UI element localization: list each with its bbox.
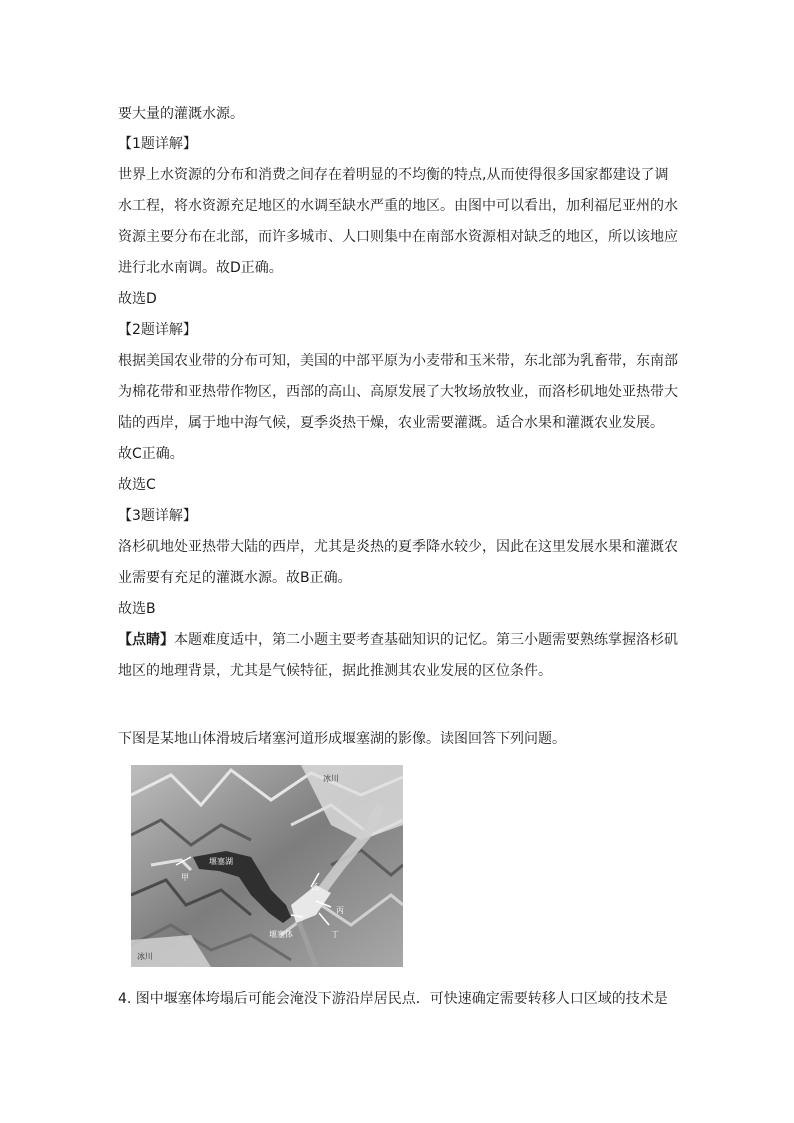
label-bing: 丙 (336, 906, 344, 915)
text-line-16: 业需要有充足的灌溉水源。故B正确。 (118, 570, 352, 586)
section-heading-q2: 【2题详解】 (118, 322, 197, 338)
label-glacier-top: 冰川 (323, 774, 339, 783)
text-line-9: 根据美国农业带的分布可知，美国的中部平原为小麦带和玉米带，东北部为乳畜带，东南部 (118, 353, 678, 369)
text-line-11: 陆的西岸，属于地中海气候，夏季炎热干燥，农业需要灌溉。适合水果和灌溉农业发展。 (118, 415, 664, 431)
section-heading-q1: 【1题详解】 (118, 136, 197, 152)
question-4: 4. 图中堰塞体垮塌后可能会淹没下游沿岸居民点．可快速确定需要转移人口区域的技术是 (118, 991, 668, 1007)
text-line-3: 世界上水资源的分布和消费之间存在着明显的不均衡的特点,从而使得很多国家都建设了调 (118, 167, 669, 183)
label-ding: 丁 (331, 930, 339, 939)
dianjing-label: 【点睛】 (118, 632, 174, 648)
label-dam: 堰塞体 (269, 930, 293, 939)
label-yi: 乙 (311, 882, 319, 891)
text-line-5: 资源主要分布在北部，而许多城市、人口则集中在南部水资源相对缺乏的地区，所以该地应 (118, 229, 678, 245)
text-line-15: 洛杉矶地处亚热带大陆的西岸，尤其是炎热的夏季降水较少，因此在这里发展水果和灌溉农 (118, 539, 678, 555)
dianjing-line-1 (118, 630, 678, 650)
text-line-1: 要大量的灌溉水源。 (118, 106, 244, 122)
answer-line-q1: 故选D (118, 291, 157, 307)
label-jia: 甲 (181, 873, 189, 882)
dianjing-line-2: 地区的地理背景，尤其是气候特征，据此推测其农业发展的区位条件。 (118, 663, 552, 679)
label-glacier-bottom: 冰川 (137, 952, 153, 961)
dianjing-text: 本题难度适中，第二小题主要考查基础知识的记忆。第三小题需要熟练掌握洛杉矶 (174, 632, 678, 648)
text-line-12: 故C正确。 (118, 446, 184, 462)
text-line-10: 为棉花带和亚热带作物区，西部的高山、高原发展了大牧场放牧业，而洛杉矶地处亚热带大 (118, 384, 678, 400)
landslide-lake-image (131, 765, 403, 967)
satellite-image (131, 765, 403, 967)
answer-line-q3: 故选B (118, 601, 156, 617)
text-line-6: 进行北水南调。故D正确。 (118, 260, 283, 276)
text-line-4: 水工程，将水资源充足地区的水调至缺水严重的地区。由图中可以看出，加利福尼亚州的水 (118, 198, 678, 214)
question-intro: 下图是某地山体滑坡后堵塞河道形成堰塞湖的影像。读图回答下列问题。 (118, 731, 566, 747)
answer-line-q2: 故选C (118, 477, 156, 493)
section-heading-q3: 【3题详解】 (118, 508, 197, 524)
label-lake: 堰塞湖 (209, 857, 233, 866)
